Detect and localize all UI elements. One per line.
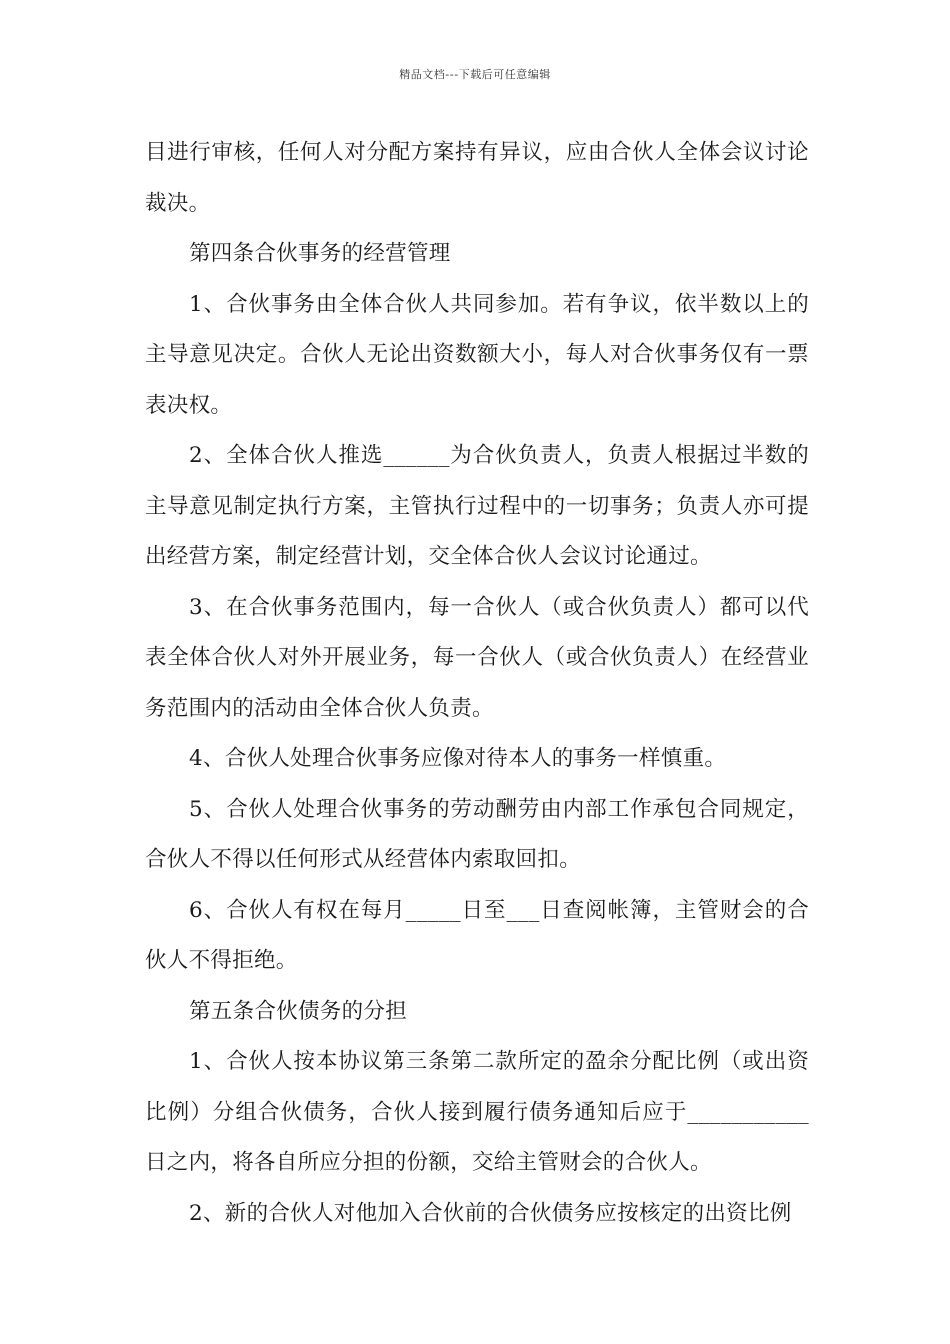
paragraph-4-5: 5、合伙人处理合伙事务的劳动酬劳由内部工作承包合同规定，合伙人不得以任何形式从经营体内索取回扣。 (145, 796, 809, 872)
document-body (145, 128, 809, 1239)
section-heading-article-4: 第四条合伙事务的经营管理 (189, 241, 451, 266)
paragraph-4-6: 6、合伙人有权在每月_____日至___日查阅帐簿，主管财会的合伙人不得拒绝。 (145, 897, 809, 973)
paragraph-4-1: 1、合伙事务由全体合伙人共同参加。若有争议，依半数以上的主导意见决定。合伙人无论出资数额大小，每人对合伙事务仅有一票表决权。 (145, 291, 809, 418)
paragraph-4-4: 4、合伙人处理合伙事务应像对待本人的事务一样慎重。 (189, 746, 727, 771)
paragraph-continuation: 目进行审核，任何人对分配方案持有异议，应由合伙人全体会议讨论裁决。 (145, 140, 809, 216)
section-heading-article-5: 第五条合伙债务的分担 (189, 998, 408, 1024)
page-header: 精品文档---下载后可任意编辑 (399, 68, 551, 81)
paragraph-5-1: 1、合伙人按本协议第三条第二款所定的盈余分配比例（或出资比例）分组合伙债务，合伙人接到履行债务通知后应于___________日之内，将各自所应分担的份额，交给主管财会的合伙人。 (145, 1049, 809, 1175)
paragraph-4-3: 3、在合伙事务范围内，每一合伙人（或合伙负责人）都可以代表全体合伙人对外开展业务，每一合伙人（或合伙负责人）在经营业务范围内的活动由全体合伙人负责。 (145, 594, 809, 721)
paragraph-5-2: 2、新的合伙人对他加入合伙前的合伙债务应按核定的出资比例 (189, 1200, 792, 1226)
paragraph-4-2: 2、全体合伙人推选______为合伙负责人，负责人根据过半数的主导意见制定执行方案，主管执行过程中的一切事务；负责人亦可提出经营方案，制定经营计划，交全体合伙人会议讨论通过。 (145, 443, 809, 569)
